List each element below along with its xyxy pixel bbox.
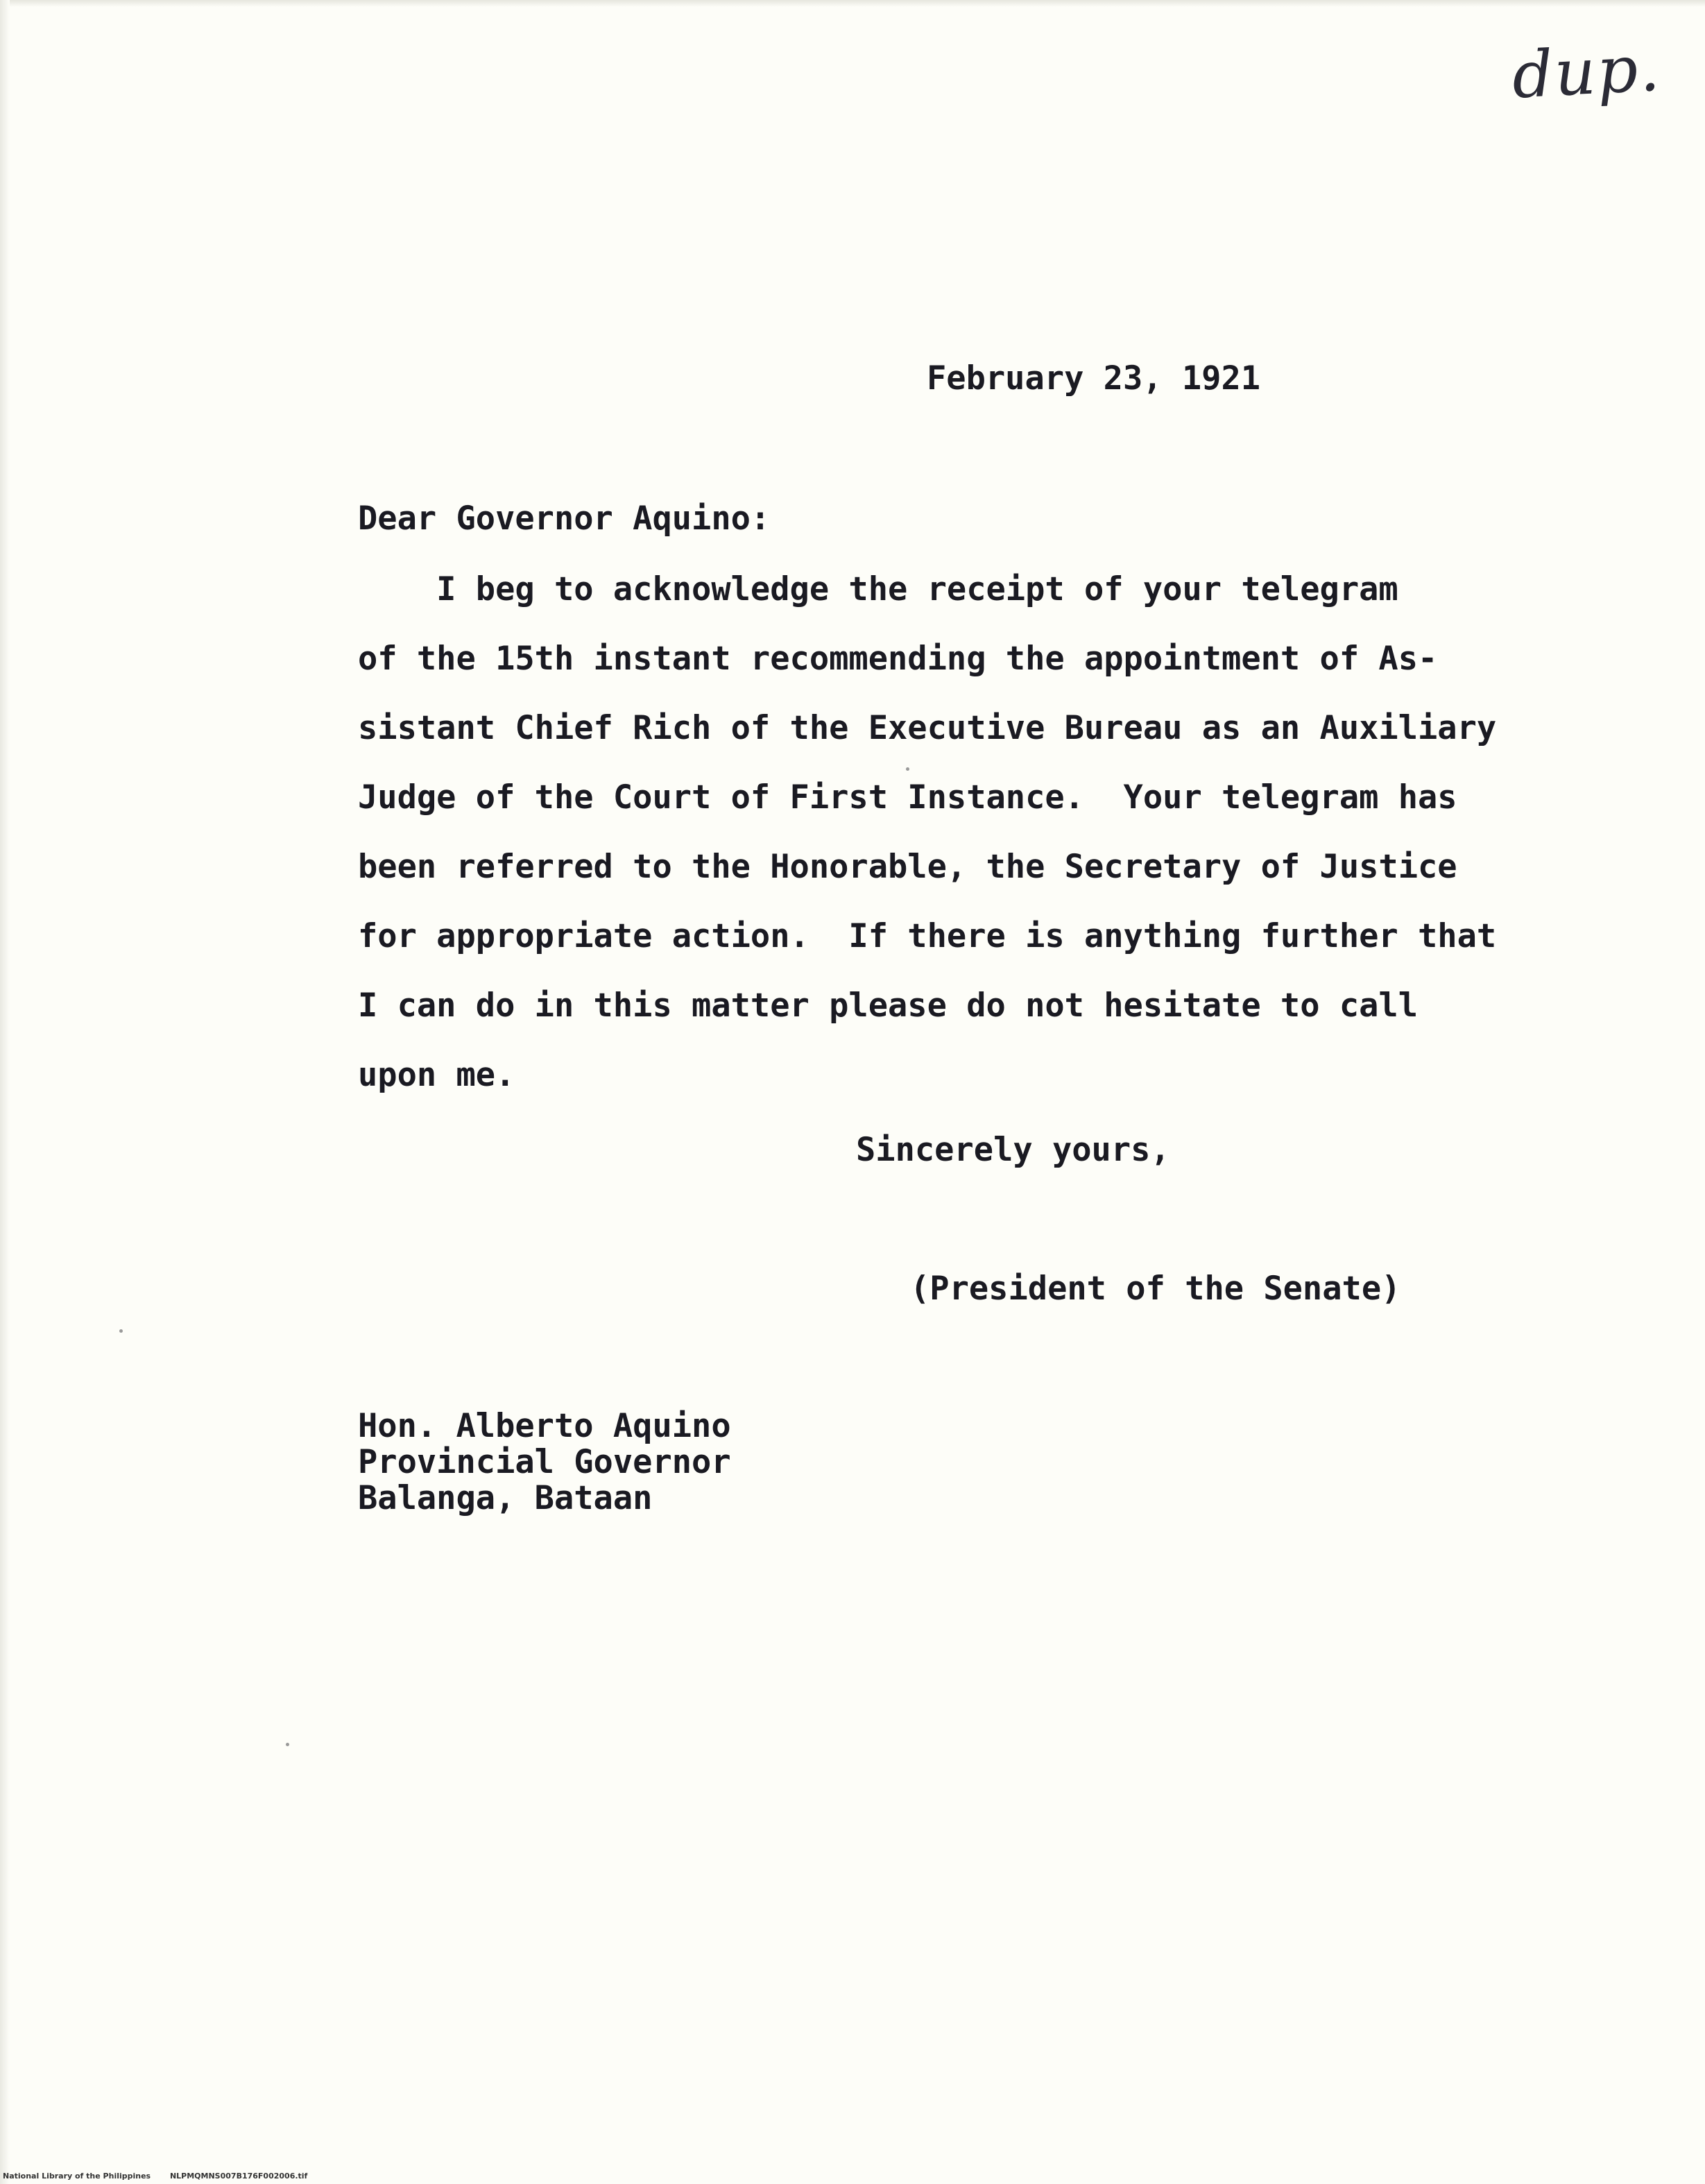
body-line-5: been referred to the Honorable, the Secretary of Justice [358,848,1457,886]
body-line-7: I can do in this matter please do not hesitate to call [358,987,1419,1025]
page-top-edge [0,0,1705,7]
body-line-2: of the 15th instant recommending the appointment of As- [358,640,1438,678]
salutation: Dear Governor Aquino: [358,500,771,538]
body-line-8: upon me. [358,1056,515,1094]
paper-speck [286,1743,289,1746]
page-left-edge [0,0,10,2184]
letter-date: February 23, 1921 [927,359,1261,398]
signature-title: (President of the Senate) [910,1270,1401,1308]
body-line-3: sistant Chief Rich of the Executive Bureau as an Auxiliary [358,709,1497,747]
handwritten-note: dup. [1510,31,1663,113]
paper-speck [119,1329,123,1333]
address-line-1: Hon. Alberto Aquino [358,1407,731,1445]
closing: Sincerely yours, [856,1131,1170,1169]
body-line-6: for appropriate action. If there is anything further that [358,917,1497,955]
footer-file-id: NLPMQMNS007B176F002006.tif [169,2172,308,2181]
footer-library: National Library of the Philippines [3,2172,151,2181]
body-line-4: Judge of the Court of First Instance. Your telegram has [358,778,1457,817]
scan-footer [3,2172,307,2181]
body-line-1: I beg to acknowledge the receipt of your telegram [358,570,1398,608]
address-line-2: Provincial Governor [358,1443,731,1481]
address-line-3: Balanga, Bataan [358,1479,653,1517]
paper-speck [906,767,909,771]
